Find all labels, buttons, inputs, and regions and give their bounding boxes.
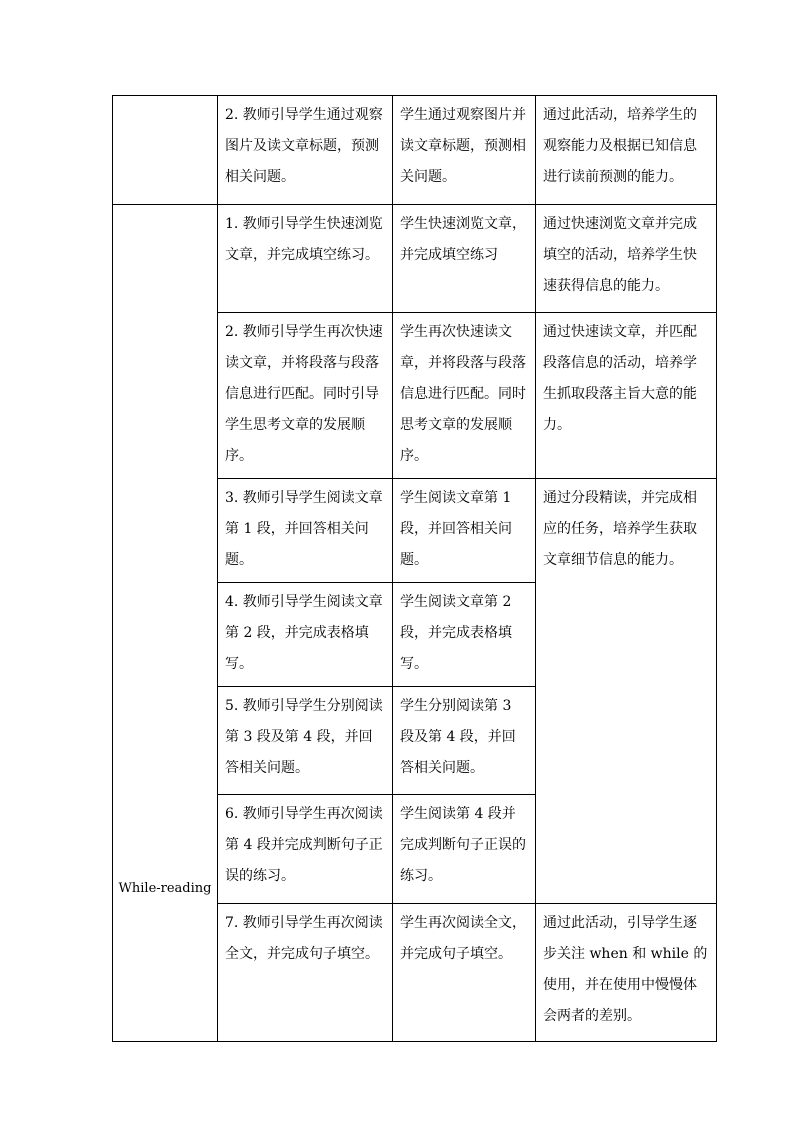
- student-activity-cell: 学生再次阅读全文，并完成句子填空。: [393, 904, 536, 1042]
- teacher-activity-cell: 7. 教师引导学生再次阅读全文，并完成句子填空。: [218, 904, 393, 1042]
- teacher-activity-cell: 5. 教师引导学生分别阅读第 3 段及第 4 段，并回答相关问题。: [218, 687, 393, 795]
- lesson-plan-table: [112, 95, 717, 1042]
- student-activity-cell: 学生快速浏览文章，并完成填空练习: [393, 205, 536, 313]
- teacher-activity-cell: 1. 教师引导学生快速浏览文章，并完成填空练习。: [218, 205, 393, 313]
- activity-purpose-cell: 通过快速读文章，并匹配段落信息的活动，培养学生抓取段落主旨大意的能力。: [536, 313, 717, 479]
- stage-cell-while-reading: While-reading: [113, 205, 218, 1042]
- student-activity-cell: 学生阅读第 4 段并完成判断句子正误的练习。: [393, 795, 536, 904]
- teacher-activity-cell: 2. 教师引导学生通过观察图片及读文章标题，预测相关问题。: [218, 96, 393, 205]
- activity-purpose-cell: 通过分段精读，并完成相应的任务，培养学生获取文章细节信息的能力。: [536, 479, 717, 904]
- student-activity-cell: 学生阅读文章第 1段，并回答相关问题。: [393, 479, 536, 583]
- student-activity-cell: 学生分别阅读第 3 段及第 4 段，并回答相关问题。: [393, 687, 536, 795]
- teacher-activity-cell: 4. 教师引导学生阅读文章第 2 段，并完成表格填写。: [218, 583, 393, 687]
- table-row: [113, 205, 717, 313]
- student-activity-cell: 学生通过观察图片并读文章标题，预测相关问题。: [393, 96, 536, 205]
- student-activity-cell: 学生阅读文章第 2段，并完成表格填写。: [393, 583, 536, 687]
- teacher-activity-cell: 2. 教师引导学生再次快速读文章，并将段落与段落信息进行匹配。同时引导学生思考文章的发展顺序。: [218, 313, 393, 479]
- activity-purpose-cell: 通过快速浏览文章并完成填空的活动，培养学生快速获得信息的能力。: [536, 205, 717, 313]
- table-row: [113, 96, 717, 205]
- stage-cell-empty: [113, 96, 218, 205]
- student-activity-cell: 学生再次快速读文章，并将段落与段落信息进行匹配。同时思考文章的发展顺序。: [393, 313, 536, 479]
- teacher-activity-cell: 6. 教师引导学生再次阅读第 4 段并完成判断句子正误的练习。: [218, 795, 393, 904]
- teacher-activity-cell: 3. 教师引导学生阅读文章第 1 段，并回答相关问题。: [218, 479, 393, 583]
- activity-purpose-cell: 通过此活动，引导学生逐步关注 when 和 while 的使用，并在使用中慢慢体会两者的差别。: [536, 904, 717, 1042]
- activity-purpose-cell: 通过此活动，培养学生的观察能力及根据已知信息进行读前预测的能力。: [536, 96, 717, 205]
